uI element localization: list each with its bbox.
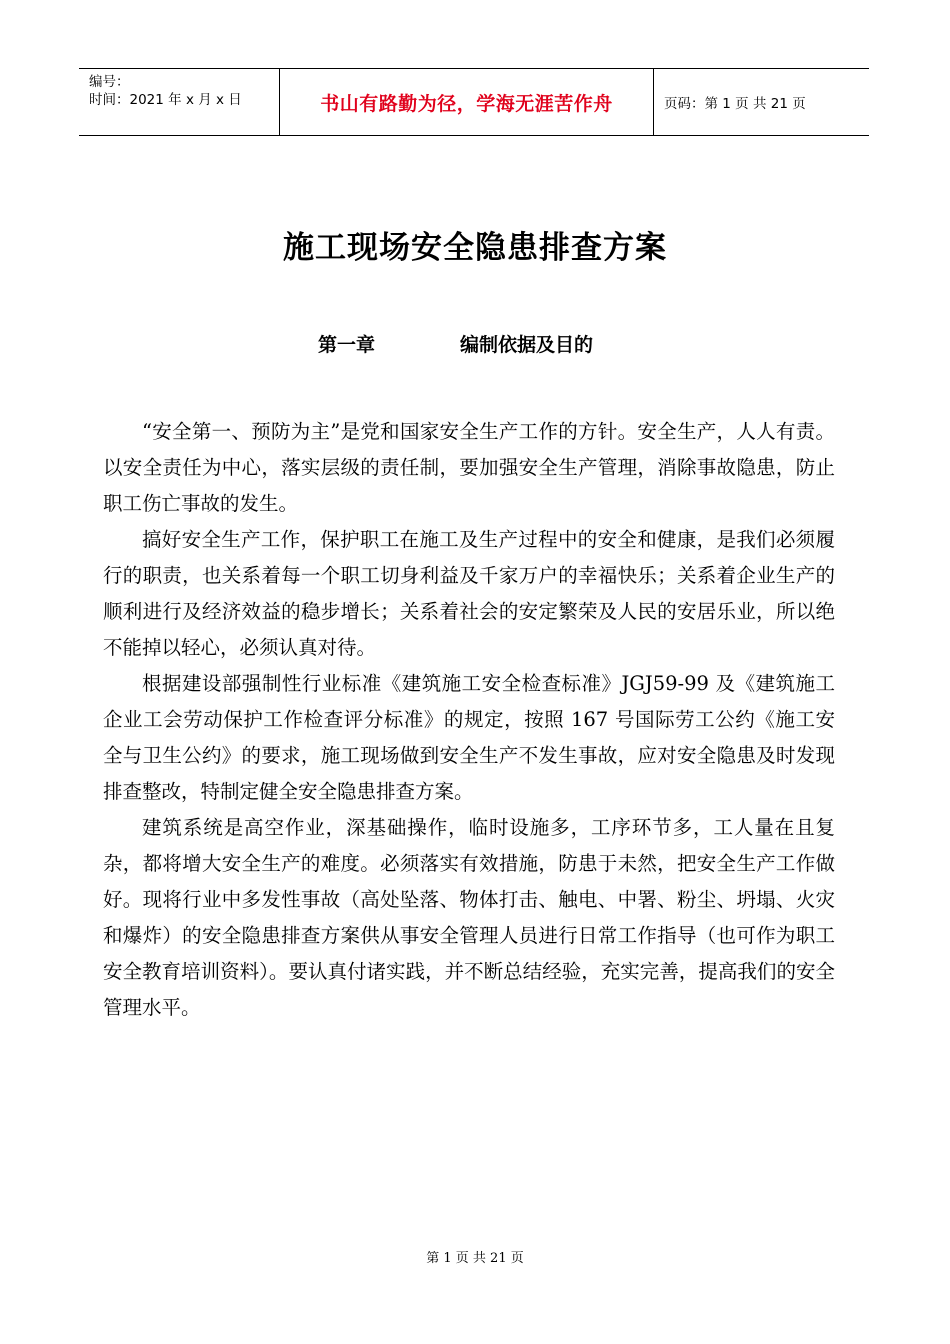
body-text	[103, 414, 835, 1026]
page-footer: 第 1 页 共 21 页	[426, 1251, 524, 1266]
header-page-info: 页码：第 1 页 共 21 页	[664, 96, 806, 112]
paragraph: 建筑系统是高空作业，深基础操作，临时设施多，工序环节多，工人量在且复杂，都将增大安全生产的难度。必须落实有效措施，防患于未然，把安全生产工作做好。现将行业中多发性事故（高处坠落、物体打击、触电、中署、粉尘、坍塌、火灾和爆炸）的安全隐患排查方案供从事安全管理人员进行日常工作指导（也可作为职工安全教育培训资料）。要认真付诸实践，并不断总结经验，充实完善，提高我们的安全管理水平。	[103, 816, 835, 1019]
paragraph: “安全第一、预防为主”是党和国家安全生产工作的方针。安全生产，人人有责。以安全责任为中心，落实层级的责任制，要加强安全生产管理，消除事故隐患，防止职工伤亡事故的发生。	[103, 420, 835, 515]
header-motto: 书山有路勤为径，学海无涯苦作舟	[280, 69, 654, 135]
chapter-name: 编制依据及目的	[460, 334, 594, 356]
number-label: 编号：	[89, 74, 130, 90]
paragraph: 根据建设部强制性行业标准《建筑施工安全检查标准》JGJ59-99 及《建筑施工企业工会劳动保护工作检查评分标准》的规定，按照 167 号国际劳工公约《施工安全与卫生公约》的要求，施工现场做到安全生产不发生事故，应对安全隐患及时发现排查整改，特制定健全安全隐患排查方案。	[103, 672, 835, 803]
document-header	[79, 68, 869, 136]
header-meta	[79, 69, 280, 135]
paragraph: 搞好安全生产工作，保护职工在施工及生产过程中的安全和健康，是我们必须履行的职责，也关系着每一个职工切身利益及千家万户的幸福快乐；关系着企业生产的顺利进行及经济效益的稳步增长；关系着社会的安定繁荣及人民的安居乐业，所以绝不能掉以轻心，必须认真对待。	[103, 528, 835, 659]
chapter-number: 第一章	[318, 334, 376, 356]
document-title: 施工现场安全隐患排查方案	[283, 230, 667, 266]
time-label: 时间：2021 年 x 月 x 日	[89, 92, 242, 108]
